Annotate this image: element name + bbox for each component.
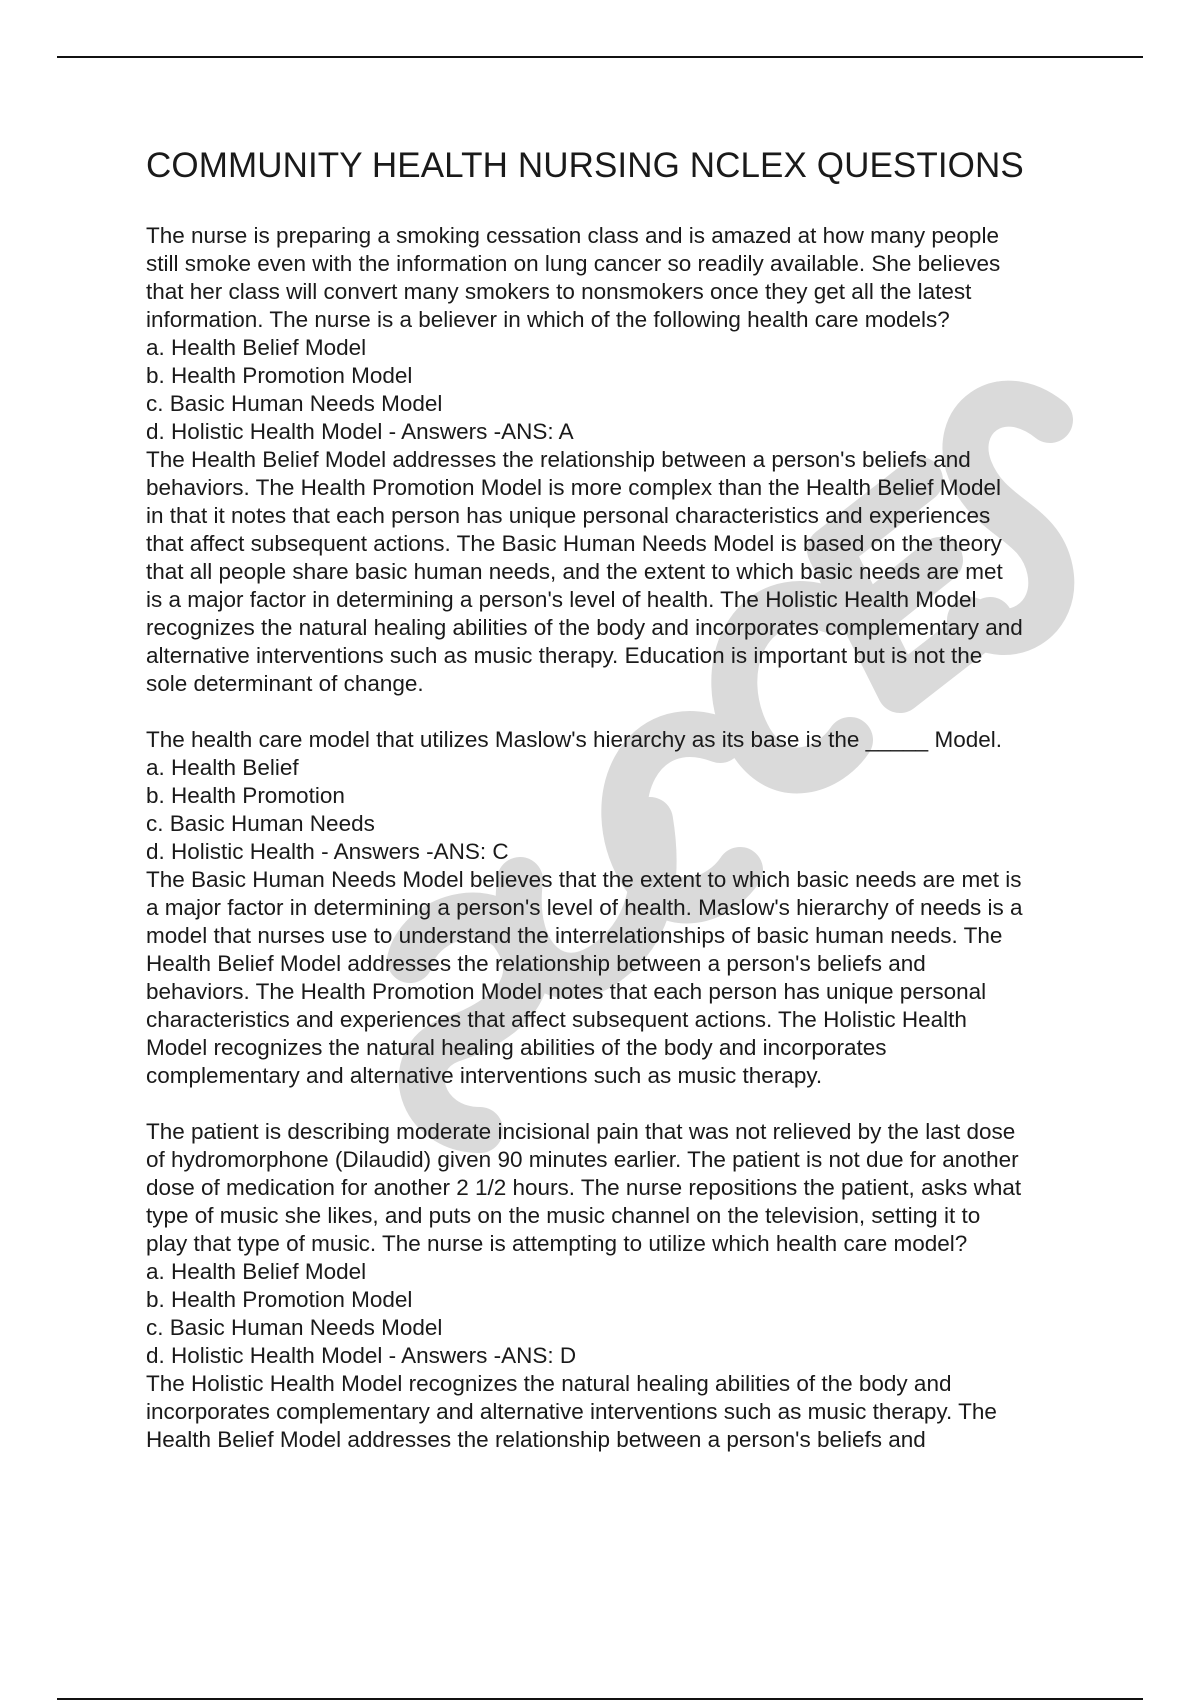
text-line: that her class will convert many smokers to nonsmokers once they get all the latest: [146, 279, 972, 304]
rationale-line: in that it notes that each person has unique personal characteristics and experiences: [146, 503, 991, 528]
rationale-line: incorporates complementary and alternative interventions such as music therapy. The: [146, 1399, 997, 1424]
answer-option: b. Health Promotion Model: [146, 363, 413, 388]
rationale-line: characteristics and experiences that affect subsequent actions. The Holistic Health: [146, 1007, 967, 1032]
rationale-line: model that nurses use to understand the interrelationships of basic human needs. The: [146, 923, 1003, 948]
question-block-2: [146, 726, 1106, 1090]
question-block-3: [146, 1118, 1106, 1454]
text-line: dose of medication for another 2 1/2 hours. The nurse repositions the patient, asks what: [146, 1175, 1022, 1200]
answer-option: d. Holistic Health Model - Answers -ANS: A: [146, 419, 574, 444]
text-line: play that type of music. The nurse is attempting to utilize which health care model?: [146, 1231, 968, 1256]
answer-option: c. Basic Human Needs Model: [146, 1315, 443, 1340]
question-block-1: [146, 222, 1106, 698]
rationale-line: that all people share basic human needs, and the extent to which basic needs are met: [146, 559, 1003, 584]
header-rule: [57, 56, 1143, 58]
rationale-line: Health Belief Model addresses the relationship between a person's beliefs and: [146, 1427, 926, 1452]
document-body: [146, 140, 1106, 1482]
answer-option: b. Health Promotion Model: [146, 1287, 413, 1312]
rationale-line: Health Belief Model addresses the relationship between a person's beliefs and: [146, 951, 926, 976]
rationale-line: a major factor in determining a person's level of health. Maslow's hierarchy of needs is a: [146, 895, 1023, 920]
answer-option: b. Health Promotion: [146, 783, 345, 808]
text-line: of hydromorphone (Dilaudid) given 90 minutes earlier. The patient is not due for another: [146, 1147, 1019, 1172]
rationale-line: The Holistic Health Model recognizes the natural healing abilities of the body and: [146, 1371, 952, 1396]
text-line: The patient is describing moderate incisional pain that was not relieved by the last dose: [146, 1119, 1016, 1144]
answer-option: a. Health Belief Model: [146, 1259, 367, 1284]
rationale-line: The Basic Human Needs Model believes that the extent to which basic needs are met is: [146, 867, 1022, 892]
answer-option: d. Holistic Health - Answers -ANS: C: [146, 839, 509, 864]
answer-option: a. Health Belief: [146, 755, 299, 780]
rationale-line: that affect subsequent actions. The Basic Human Needs Model is based on the theory: [146, 531, 1002, 556]
rationale-line: Model recognizes the natural healing abilities of the body and incorporates: [146, 1035, 887, 1060]
rationale-line: recognizes the natural healing abilities of the body and incorporates complementary and: [146, 615, 1023, 640]
rationale-line: behaviors. The Health Promotion Model is more complex than the Health Belief Model: [146, 475, 1002, 500]
rationale-line: behaviors. The Health Promotion Model notes that each person has unique personal: [146, 979, 987, 1004]
rationale-line: sole determinant of change.: [146, 671, 424, 696]
answer-option: c. Basic Human Needs Model: [146, 391, 443, 416]
text-line: The health care model that utilizes Maslow's hierarchy as its base is the _____ Model.: [146, 727, 1002, 752]
text-line: type of music she likes, and puts on the music channel on the television, setting it to: [146, 1203, 981, 1228]
rationale-line: complementary and alternative interventions such as music therapy.: [146, 1063, 823, 1088]
rationale-line: The Health Belief Model addresses the relationship between a person's beliefs and: [146, 447, 971, 472]
text-line: still smoke even with the information on lung cancer so readily available. She believes: [146, 251, 1001, 276]
answer-option: d. Holistic Health Model - Answers -ANS: D: [146, 1343, 577, 1368]
rationale-line: alternative interventions such as music therapy. Education is important but is not the: [146, 643, 983, 668]
rationale-line: is a major factor in determining a person's level of health. The Holistic Health Model: [146, 587, 977, 612]
answer-option: c. Basic Human Needs: [146, 811, 375, 836]
answer-option: a. Health Belief Model: [146, 335, 367, 360]
text-line: The nurse is preparing a smoking cessation class and is amazed at how many people: [146, 223, 999, 248]
page-title: COMMUNITY HEALTH NURSING NCLEX QUESTIONS: [146, 146, 1024, 185]
text-line: information. The nurse is a believer in which of the following health care models?: [146, 307, 950, 332]
